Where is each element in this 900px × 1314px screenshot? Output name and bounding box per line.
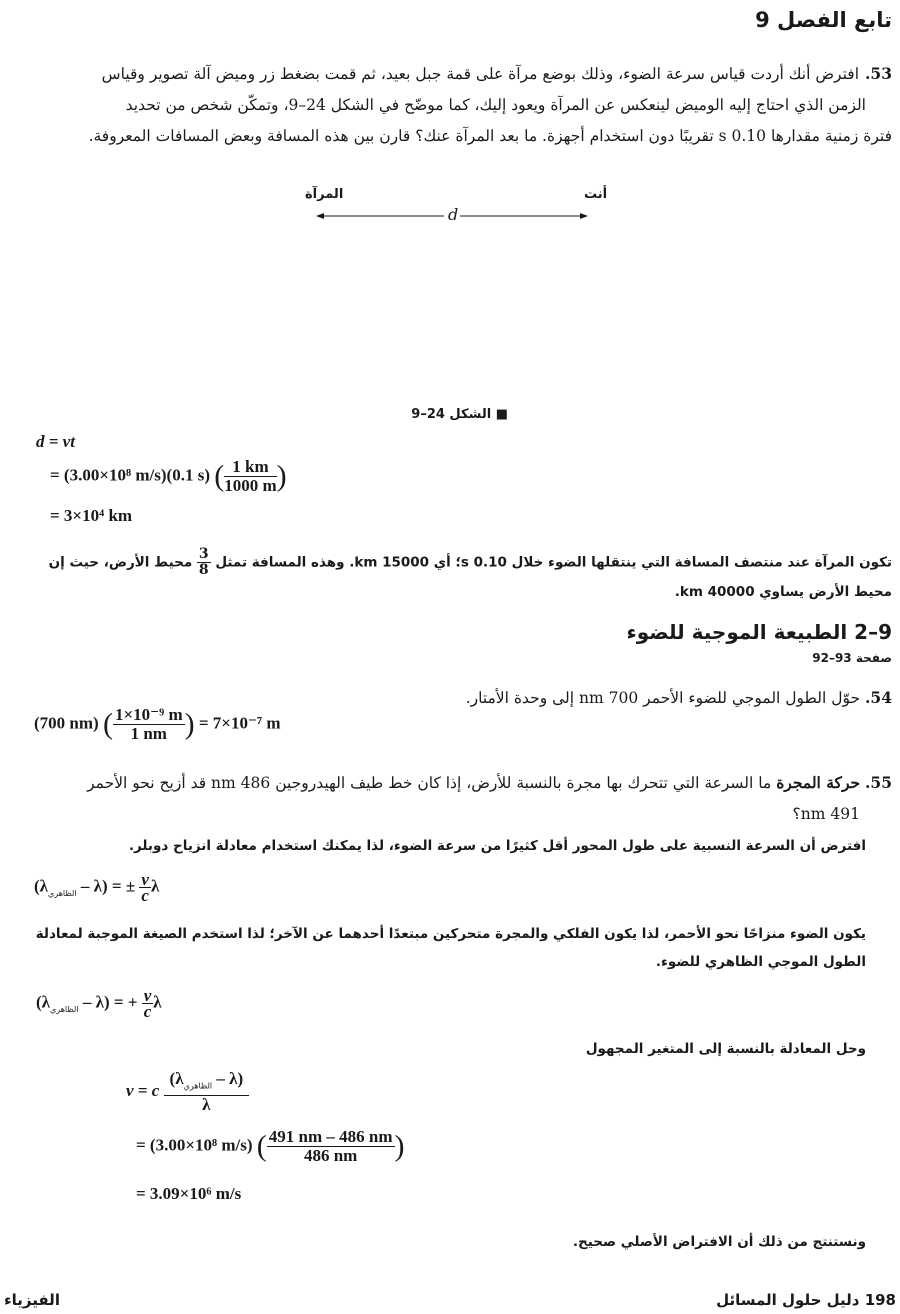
answer-line	[4, 547, 892, 578]
caption-marker-icon: ■	[495, 407, 508, 422]
answer-line: الطول الموجي الظاهري للضوء.	[655, 954, 866, 970]
lambda-symbol: λ	[150, 876, 160, 896]
fraction-denominator: λ	[202, 1095, 211, 1115]
answer-55-conclusion: ونستنتج من ذلك أن الافتراض الأصلي صحيح.	[572, 1234, 866, 1250]
paren-open: (	[214, 459, 225, 493]
footer-guide-title: دليل حلول المسائل	[716, 1291, 860, 1309]
caption-text: الشكل 24–9	[411, 407, 492, 422]
lambda-symbol: λ	[41, 992, 51, 1012]
lambda-symbol: λ	[93, 876, 102, 896]
question-number: 55.	[865, 773, 892, 792]
answer-text-part: تكون المرآة عند منتصف المسافة التي ينتقلها الضوء خلال 0.10 s؛ أي 15000 km. وهذه المسافة تمثل	[215, 554, 892, 571]
page-number: 198	[864, 1291, 896, 1309]
question-53	[4, 58, 892, 152]
fraction-v-over-c	[142, 988, 154, 1019]
fraction-denominator: 1000 m	[224, 476, 277, 495]
fraction-denominator: c	[141, 886, 149, 905]
question-text: حوّل الطول الموجي للضوء الأحمر 700 nm إلى وحدة الأمتار.	[465, 689, 861, 707]
section-page-ref: صفحة 93–92	[812, 651, 892, 665]
equation-result: = 3×10⁴ km	[50, 506, 133, 525]
fraction-numerator: 1×10⁻⁹ m	[114, 705, 183, 724]
mirror-label: المرآة	[305, 187, 344, 202]
equation-solve-substitution	[136, 1128, 405, 1165]
paren-open: (	[102, 707, 113, 741]
apparent-subscript: الظاهري	[50, 1004, 79, 1014]
lambda-symbol: λ	[153, 992, 162, 1012]
lambda-symbol: λ	[229, 1069, 238, 1088]
answer-55-redshift	[4, 920, 866, 976]
fraction-numerator: v	[141, 870, 149, 889]
equation-q54	[34, 706, 280, 743]
distance-symbol: d	[448, 205, 459, 224]
fraction-denominator: 8	[198, 562, 209, 578]
fraction-denominator: c	[143, 1002, 152, 1021]
arrow-head-left	[316, 213, 324, 219]
equation-left: = (3.00×10⁸ m/s)	[136, 1135, 253, 1155]
fraction-km	[224, 458, 276, 495]
you-label: أنت	[584, 187, 608, 202]
question-text-line: 491 nm؟	[792, 805, 860, 823]
question-54	[466, 688, 892, 707]
equation-solve-v	[126, 1070, 249, 1114]
lambda-symbol: λ	[95, 992, 104, 1012]
question-55	[4, 767, 892, 830]
fraction-delta-lambda	[164, 1070, 250, 1114]
paren-close: )	[276, 459, 287, 493]
question-title: حركة المجرة	[776, 773, 861, 792]
apparent-subscript: الظاهري	[183, 1081, 213, 1091]
equation-solve-result: = 3.09×10⁶ m/s	[136, 1184, 242, 1203]
fraction-numerator: v	[143, 986, 152, 1005]
question-text-line: ما السرعة التي تتحرك بها مجرة بالنسبة للأرض، إذا كان خط طيف الهيدروجين 486 nm قد أزيح نحو الأحمر	[87, 774, 772, 792]
fraction-denominator: 1 nm	[130, 724, 167, 743]
fraction-three-eighths	[197, 547, 211, 578]
section-title: 9–2 الطبيعة الموجية للضوء	[626, 620, 892, 644]
paren-open: (	[256, 1129, 267, 1163]
apparent-subscript: الظاهري	[48, 888, 77, 898]
answer-53-text	[4, 547, 892, 606]
fraction-numerator: 1 km	[224, 458, 276, 477]
figure-caption	[398, 407, 508, 422]
fraction-denominator: 486 nm	[303, 1146, 358, 1165]
doppler-equation-general: $(\lambda_{الظاهري} - \lambda)$ = ± $\frac{v}{c}$ λ	[34, 870, 160, 905]
question-number: 53.	[865, 64, 892, 83]
answer-line: محيط الأرض يساوي 40000 km.	[674, 584, 892, 600]
paren-close: )	[394, 1129, 405, 1163]
question-text-line: فترة زمنية مقدارها 0.10 s تقريبًا دون استخدام أجهزة. ما بعد المرآة عنك؟ قارن بين هذه المسافة وبعض المسافات المعروفة.	[88, 127, 892, 145]
question-text-line: الزمن الذي احتاج إليه الوميض لينعكس عن المرآة ويعود إليك، كما موضّح في الشكل 24–9، وتمكّن شخص من تحديد	[125, 96, 866, 114]
question-number: 54.	[865, 688, 892, 707]
plus-sign: +	[127, 992, 142, 1012]
lambda-symbol: λ	[175, 1069, 184, 1088]
fraction-nm	[113, 706, 185, 743]
fraction-numerator: 3	[198, 546, 209, 562]
plus-minus-sign: ±	[125, 876, 140, 896]
lambda-symbol: λ	[39, 876, 49, 896]
doppler-equation-positive: $(\lambda_{الظاهري} - \lambda)$ = + $\frac{v}{c}$ λ	[36, 986, 162, 1021]
equation-left: (700 nm)	[34, 713, 99, 733]
equation-left: v = c	[126, 1081, 160, 1101]
arrow-head-right	[580, 213, 588, 219]
answer-line: يكون الضوء منزاحًا نحو الأحمر، لذا يكون الفلكي والمجرة متحركين مبتعدًا أحدهما عن الآخر؛ لذا استخدم الصيغة الموجبة لمعادلة	[35, 926, 866, 942]
chapter-title: تابع الفصل 9	[755, 8, 892, 32]
answer-text-part: محيط الأرض، حيث إن	[48, 554, 193, 571]
page-footer	[716, 1291, 896, 1309]
answer-55-assumption: افترض أن السرعة النسبية على طول المحور أقل كثيرًا من سرعة الضوء، لذا يمكنك استخدام معادلة انزياح دوبلر.	[128, 838, 866, 854]
paren-close: )	[184, 707, 195, 741]
fraction-numerator: 491 nm – 486 nm	[268, 1127, 393, 1146]
fraction-wavelength-shift	[267, 1128, 395, 1165]
equation-right: = 7×10⁻⁷ m	[198, 713, 281, 733]
question-text-line: افترض أنك أردت قياس سرعة الضوء، وذلك بوضع مرآة على قمة جبل بعيد، ثم قمت بضغط زر وميض آلة تصوير وقياس	[101, 65, 860, 83]
fraction-numerator: $(\lambda_{الظاهري} - \lambda)$	[164, 1070, 250, 1096]
fraction-v-over-c	[139, 872, 151, 903]
equation-d-vt: d = vt	[36, 432, 75, 451]
footer-subject: الفيزياء	[4, 1291, 60, 1309]
equation-substitution	[50, 458, 287, 495]
answer-55-solve: وحل المعادلة بالنسبة إلى المتغير المجهول	[585, 1041, 866, 1057]
equation-left: = (3.00×10⁸ m/s)(0.1 s)	[50, 465, 210, 485]
